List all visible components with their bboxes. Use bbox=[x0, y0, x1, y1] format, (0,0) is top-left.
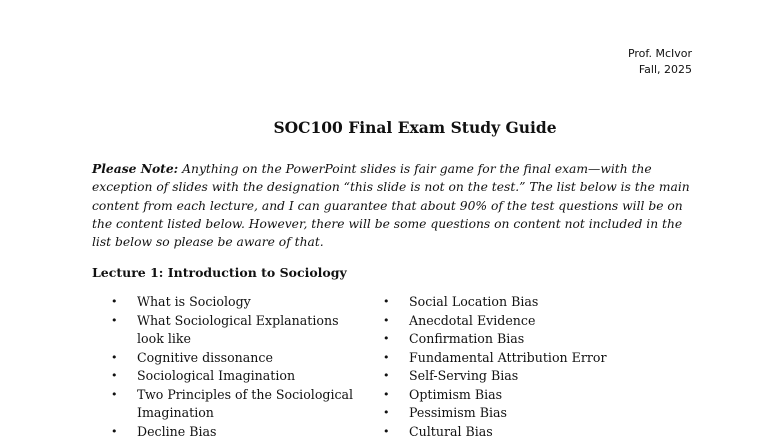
instructor-header bbox=[628, 46, 692, 78]
list-item: • Sociological Imagination bbox=[137, 367, 362, 386]
list-item: • Confirmation Bias bbox=[409, 330, 669, 349]
list-item: • Two Principles of the Sociological Imagination bbox=[137, 386, 362, 423]
list-item: • Self-Serving Bias bbox=[409, 367, 669, 386]
please-note-paragraph bbox=[92, 160, 704, 251]
lecture-1-heading: Lecture 1: Introduction to Sociology bbox=[92, 265, 347, 280]
list-item: • What is Sociology bbox=[137, 293, 362, 312]
note-label: Please Note: bbox=[92, 161, 179, 176]
list-item: • Cognitive dissonance bbox=[137, 349, 362, 368]
instructor-name: Prof. McIvor bbox=[627, 47, 692, 60]
note-text: Anything on the PowerPoint slides is fair game for the final exam—with the exception of slides with the designation “this slide is not on the test.” The list below is the main content from each lecture, and I can guarantee that about 90% of the test questions will be on the content listed below. However, there will be some questions on content not included in the list below so please be aware of that. bbox=[92, 162, 690, 250]
list-item: • Pessimism Bias bbox=[409, 404, 669, 423]
list-item: • Fundamental Attribution Error bbox=[409, 349, 669, 368]
term: Fall, 2025 bbox=[638, 63, 692, 76]
list-item: • Decline Bias bbox=[137, 423, 362, 441]
list-item: • Social Location Bias bbox=[409, 293, 669, 312]
list-item: • Optimism Bias bbox=[409, 386, 669, 405]
document-title: SOC100 Final Exam Study Guide bbox=[273, 118, 557, 137]
list-item: • What Sociological Explanations look like bbox=[137, 312, 362, 349]
lecture-1-topics-left bbox=[137, 293, 362, 441]
lecture-1-topics-right bbox=[409, 293, 669, 441]
list-item: • Anecdotal Evidence bbox=[409, 312, 669, 331]
list-item: • Cultural Bias bbox=[409, 423, 669, 441]
